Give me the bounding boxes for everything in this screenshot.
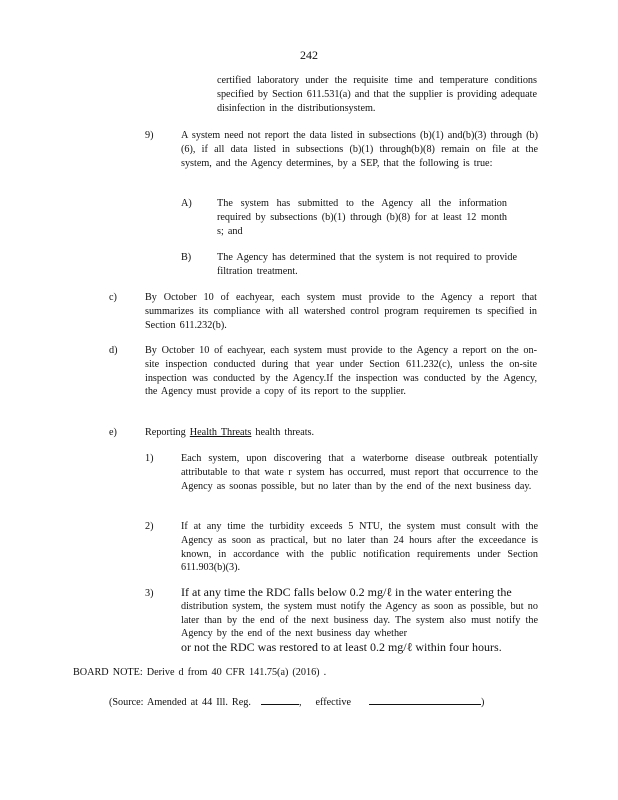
source-separator: , [298,697,302,708]
item-9b-label: B) [181,252,192,263]
item-e-suffix: health threats. [255,427,315,438]
item-c-label: c) [109,292,117,303]
item-c-text: By October 10 of eachyear, each system must provide to the Agency a report that summarizes its compliance with all watershed control program requiremen ts specified in Section 611.232(b). [145,292,537,331]
item-e1-label: 1) [145,453,154,464]
page-number: 242 [300,48,318,62]
item-e1-text: Each system, upon discovering that a waterborne disease outbreak potentially attributable to that wate r system has occurred, must report that occurrence to the Agency as soonas possible, but no later than by the end of the next business day. [181,453,538,492]
item-9-label: 9) [145,130,154,141]
register-page-blank [261,693,299,705]
item-e3-last-line: or not the RDC was restored to at least 0.2 mg/ℓ within four hours. [181,640,502,655]
item-e-heading [145,426,445,440]
source-effective: effective [315,697,351,708]
item-d-text: By October 10 of eachyear, each system must provide to the Agency a report on the on-site inspection conducted during that year under Section 611.232(c), unless the on-site inspection was conducted by the Agency.If the inspection was conducted by the Agency, the Agency must provide a copy of its report to the supplier. [145,345,537,398]
item-e3-label: 3) [145,588,154,599]
item-9-text: A system need not report the data listed in subsections (b)(1) and(b)(3) through (b)(6), if all data listed in subsections (b)(1) through(b)(8) remain on file at the system, and the Agency determines, by a SEP, that the following is true: [181,130,538,169]
item-9b-text: The Agency has determined that the system is not required to provide filtration treatment. [217,252,517,277]
item-d-label: d) [109,345,118,356]
source-line [109,693,529,710]
item-9a-text: The system has submitted to the Agency all the information required by subsections (b)(1) through (b)(8) for at least 12 month s; and [217,198,507,237]
item-e3-text [181,586,538,655]
item-e2-text: If at any time the turbidity exceeds 5 NTU, the system must consult with the Agency as soon as practical, but no later than 24 hours after the exceedance is known, in accordance with the public notification requirements under Section 611.903(b)(3). [181,521,538,574]
item-e3-first-line: If at any time the RDC falls below 0.2 mg/ℓ in the water entering the [181,585,512,599]
item-e-label: e) [109,427,117,438]
source-close: ) [481,697,485,708]
item-9a-label: A) [181,198,192,209]
continued-paragraph: certified laboratory under the requisite time and temperature conditions specified by Section 611.531(a) and that the supplier is providing adequate disinfection in the distributionsystem. [217,75,537,114]
effective-date-blank [369,693,481,705]
item-e2-label: 2) [145,521,154,532]
source-prefix: (Source: Amended at 44 Ill. Reg. [109,697,251,708]
item-e3-middle: distribution system, the system must notify the Agency as soon as possible, but no later than by the end of the next business day. The system also must notify the Agency by the end of the next business day whether [181,600,538,640]
item-e-prefix: Reporting [145,427,186,438]
board-note: BOARD NOTE: Derive d from 40 CFR 141.75(a) (2016) . [73,667,327,678]
health-threats-underlined: Health Threats [189,427,252,438]
